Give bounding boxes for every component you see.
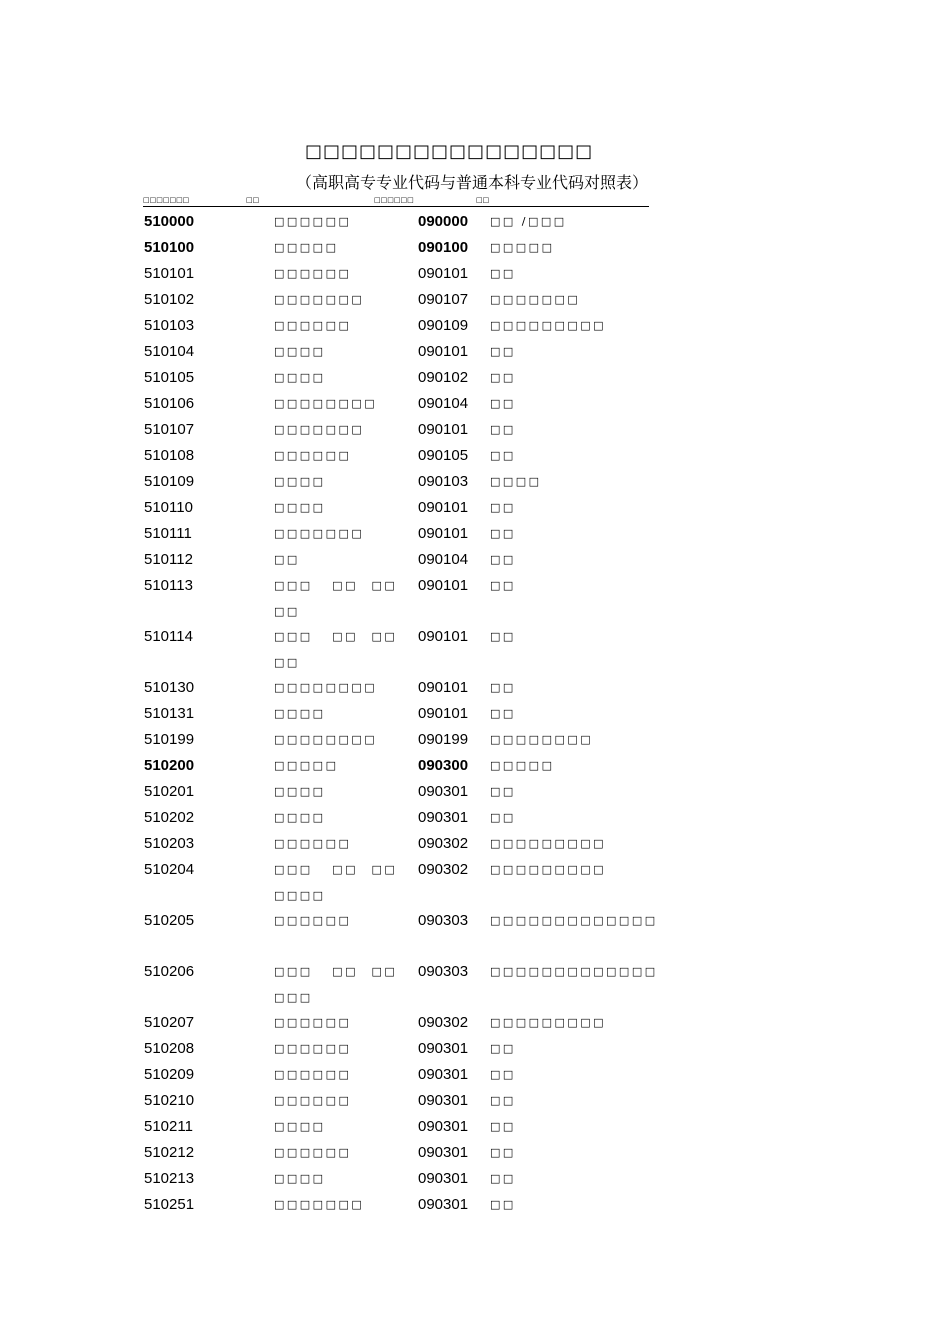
undergrad-name-cell: □□: [490, 371, 516, 384]
vocational-code-cell: 510131: [144, 705, 195, 722]
vocational-name-cell: □□□□□□□: [274, 527, 365, 540]
undergrad-name-cell: □□: [490, 1198, 516, 1211]
vocational-code-cell: 510108: [144, 447, 195, 464]
undergrad-name-cell: □□□□□□□□: [490, 733, 594, 746]
undergrad-code-cell: 090109: [418, 317, 469, 334]
vocational-code-cell: 510199: [144, 731, 195, 748]
undergrad-name-cell: □□□□□: [490, 241, 555, 254]
vocational-name-cell: □□□□: [274, 475, 326, 488]
undergrad-code-cell: 090101: [418, 499, 469, 516]
vocational-name-cell: □□□□□□: [274, 1042, 352, 1055]
vocational-name-cell: □□□□□□□□: [274, 681, 378, 694]
undergrad-name-cell: □□: [490, 501, 516, 514]
vocational-code-cell: 510107: [144, 421, 195, 438]
vocational-code-cell: 510205: [144, 912, 195, 929]
undergrad-code-cell: 090102: [418, 369, 469, 386]
undergrad-code-cell: 090103: [418, 473, 469, 490]
undergrad-name-cell: □□: [490, 681, 516, 694]
undergrad-name-cell: □□: [490, 1172, 516, 1185]
vocational-code-cell: 510104: [144, 343, 195, 360]
undergrad-name-cell: □□□□□□□: [490, 293, 581, 306]
vocational-code-cell: 510102: [144, 291, 195, 308]
undergrad-name-cell: □□ /□□□: [490, 215, 567, 228]
undergrad-name-cell: □□: [490, 449, 516, 462]
vocational-code-cell: 510251: [144, 1196, 195, 1213]
vocational-code-cell: 510105: [144, 369, 195, 386]
undergrad-code-cell: 090104: [418, 551, 469, 568]
vocational-code-cell: 510206: [144, 963, 195, 980]
header-col-vocational-code: □□□□□□□: [143, 196, 190, 204]
vocational-name-cell: □□□ □□ □□ □□: [274, 579, 411, 618]
vocational-code-cell: 510200: [144, 757, 195, 774]
vocational-code-cell: 510212: [144, 1144, 195, 1161]
undergrad-code-cell: 090101: [418, 705, 469, 722]
undergrad-code-cell: 090302: [418, 861, 469, 878]
undergrad-name-cell: □□: [490, 397, 516, 410]
undergrad-name-cell: □□: [490, 345, 516, 358]
vocational-name-cell: □□□□□□: [274, 1016, 352, 1029]
vocational-code-cell: 510109: [144, 473, 195, 490]
vocational-name-cell: □□□□: [274, 785, 326, 798]
undergrad-code-cell: 090104: [418, 395, 469, 412]
undergrad-code-cell: 090302: [418, 835, 469, 852]
undergrad-code-cell: 090000: [418, 213, 469, 230]
undergrad-code-cell: 090101: [418, 628, 469, 645]
undergrad-name-cell: □□: [490, 553, 516, 566]
header-col-undergrad-code: □□□□□□: [374, 196, 414, 204]
undergrad-name-cell: □□: [490, 579, 516, 592]
undergrad-name-cell: □□□□□□□□□: [490, 837, 607, 850]
vocational-code-cell: 510207: [144, 1014, 195, 1031]
vocational-code-cell: 510101: [144, 265, 195, 282]
undergrad-code-cell: 090301: [418, 783, 469, 800]
undergrad-name-cell: □□□□□□□□□: [490, 319, 607, 332]
undergrad-name-cell: □□: [490, 785, 516, 798]
vocational-name-cell: □□□□: [274, 371, 326, 384]
vocational-name-cell: □□□□: [274, 1120, 326, 1133]
undergrad-code-cell: 090101: [418, 421, 469, 438]
vocational-name-cell: □□□□: [274, 1172, 326, 1185]
undergrad-code-cell: 090301: [418, 1092, 469, 1109]
document-title: □□□□□□□□□□□□□□□□: [305, 141, 594, 162]
vocational-name-cell: □□□□□□: [274, 215, 352, 228]
vocational-name-cell: □□□□□: [274, 241, 339, 254]
vocational-code-cell: 510208: [144, 1040, 195, 1057]
vocational-name-cell: □□□□□□: [274, 1146, 352, 1159]
undergrad-name-cell: □□: [490, 707, 516, 720]
vocational-code-cell: 510000: [144, 213, 195, 230]
vocational-name-cell: □□□□: [274, 811, 326, 824]
undergrad-code-cell: 090301: [418, 1170, 469, 1187]
vocational-name-cell: □□□□□□: [274, 449, 352, 462]
vocational-code-cell: 510209: [144, 1066, 195, 1083]
undergrad-name-cell: □□: [490, 1146, 516, 1159]
vocational-name-cell: □□□□□□□: [274, 293, 365, 306]
undergrad-name-cell: □□□□□□□□□: [490, 863, 607, 876]
vocational-name-cell: □□□□□□: [274, 837, 352, 850]
vocational-name-cell: □□□□□□: [274, 914, 352, 927]
vocational-code-cell: 510110: [144, 499, 193, 516]
undergrad-name-cell: □□□□: [490, 475, 542, 488]
undergrad-code-cell: 090301: [418, 809, 469, 826]
vocational-code-cell: 510103: [144, 317, 195, 334]
undergrad-code-cell: 090101: [418, 343, 469, 360]
undergrad-code-cell: 090107: [418, 291, 469, 308]
vocational-code-cell: 510203: [144, 835, 195, 852]
vocational-name-cell: □□□□□□: [274, 1068, 352, 1081]
vocational-name-cell: □□□ □□ □□ □□□□: [274, 863, 411, 902]
undergrad-name-cell: □□: [490, 1068, 516, 1081]
vocational-code-cell: 510211: [144, 1118, 193, 1135]
header-col-vocational-name: □□: [246, 196, 260, 204]
vocational-name-cell: □□□□□□□: [274, 423, 365, 436]
table-header: [143, 196, 649, 207]
undergrad-code-cell: 090301: [418, 1040, 469, 1057]
undergrad-name-cell: □□□□□: [490, 759, 555, 772]
vocational-name-cell: □□□□□□: [274, 319, 352, 332]
vocational-code-cell: 510210: [144, 1092, 195, 1109]
vocational-code-cell: 510113: [144, 577, 193, 594]
undergrad-code-cell: 090105: [418, 447, 469, 464]
undergrad-code-cell: 090101: [418, 265, 469, 282]
vocational-name-cell: □□: [274, 553, 300, 566]
undergrad-code-cell: 090301: [418, 1066, 469, 1083]
vocational-code-cell: 510202: [144, 809, 195, 826]
undergrad-code-cell: 090301: [418, 1118, 469, 1135]
undergrad-code-cell: 090302: [418, 1014, 469, 1031]
vocational-code-cell: 510106: [144, 395, 195, 412]
undergrad-name-cell: □□: [490, 1042, 516, 1055]
undergrad-code-cell: 090300: [418, 757, 469, 774]
vocational-name-cell: □□□□□□: [274, 1094, 352, 1107]
undergrad-name-cell: □□: [490, 423, 516, 436]
undergrad-name-cell: □□: [490, 527, 516, 540]
undergrad-code-cell: 090301: [418, 1144, 469, 1161]
vocational-name-cell: □□□□: [274, 345, 326, 358]
vocational-name-cell: □□□ □□ □□ □□: [274, 630, 411, 669]
undergrad-code-cell: 090199: [418, 731, 469, 748]
undergrad-code-cell: 090101: [418, 525, 469, 542]
vocational-code-cell: 510201: [144, 783, 195, 800]
undergrad-name-cell: □□: [490, 267, 516, 280]
header-col-undergrad-name: □□: [476, 196, 490, 204]
vocational-code-cell: 510204: [144, 861, 195, 878]
undergrad-code-cell: 090101: [418, 577, 469, 594]
vocational-name-cell: □□□□□□□: [274, 1198, 365, 1211]
undergrad-code-cell: 090100: [418, 239, 469, 256]
document-subtitle: （高职高专专业代码与普通本科专业代码对照表）: [296, 173, 649, 192]
vocational-name-cell: □□□□: [274, 707, 326, 720]
undergrad-name-cell: □□□□□□□□□□□□□: [490, 965, 658, 978]
vocational-code-cell: 510112: [144, 551, 193, 568]
undergrad-name-cell: □□□□□□□□□□□□□: [490, 914, 658, 927]
undergrad-code-cell: 090301: [418, 1196, 469, 1213]
undergrad-name-cell: □□: [490, 811, 516, 824]
undergrad-name-cell: □□: [490, 1120, 516, 1133]
vocational-name-cell: □□□ □□ □□ □□□: [274, 965, 411, 1004]
vocational-name-cell: □□□□□□: [274, 267, 352, 280]
undergrad-name-cell: □□: [490, 1094, 516, 1107]
vocational-name-cell: □□□□□: [274, 759, 339, 772]
undergrad-code-cell: 090303: [418, 963, 469, 980]
vocational-name-cell: □□□□: [274, 501, 326, 514]
undergrad-code-cell: 090303: [418, 912, 469, 929]
vocational-code-cell: 510213: [144, 1170, 195, 1187]
vocational-name-cell: □□□□□□□□: [274, 733, 378, 746]
vocational-code-cell: 510114: [144, 628, 193, 645]
undergrad-name-cell: □□: [490, 630, 516, 643]
undergrad-code-cell: 090101: [418, 679, 469, 696]
vocational-code-cell: 510111: [144, 525, 192, 542]
undergrad-name-cell: □□□□□□□□□: [490, 1016, 607, 1029]
vocational-code-cell: 510130: [144, 679, 195, 696]
vocational-name-cell: □□□□□□□□: [274, 397, 378, 410]
vocational-code-cell: 510100: [144, 239, 195, 256]
